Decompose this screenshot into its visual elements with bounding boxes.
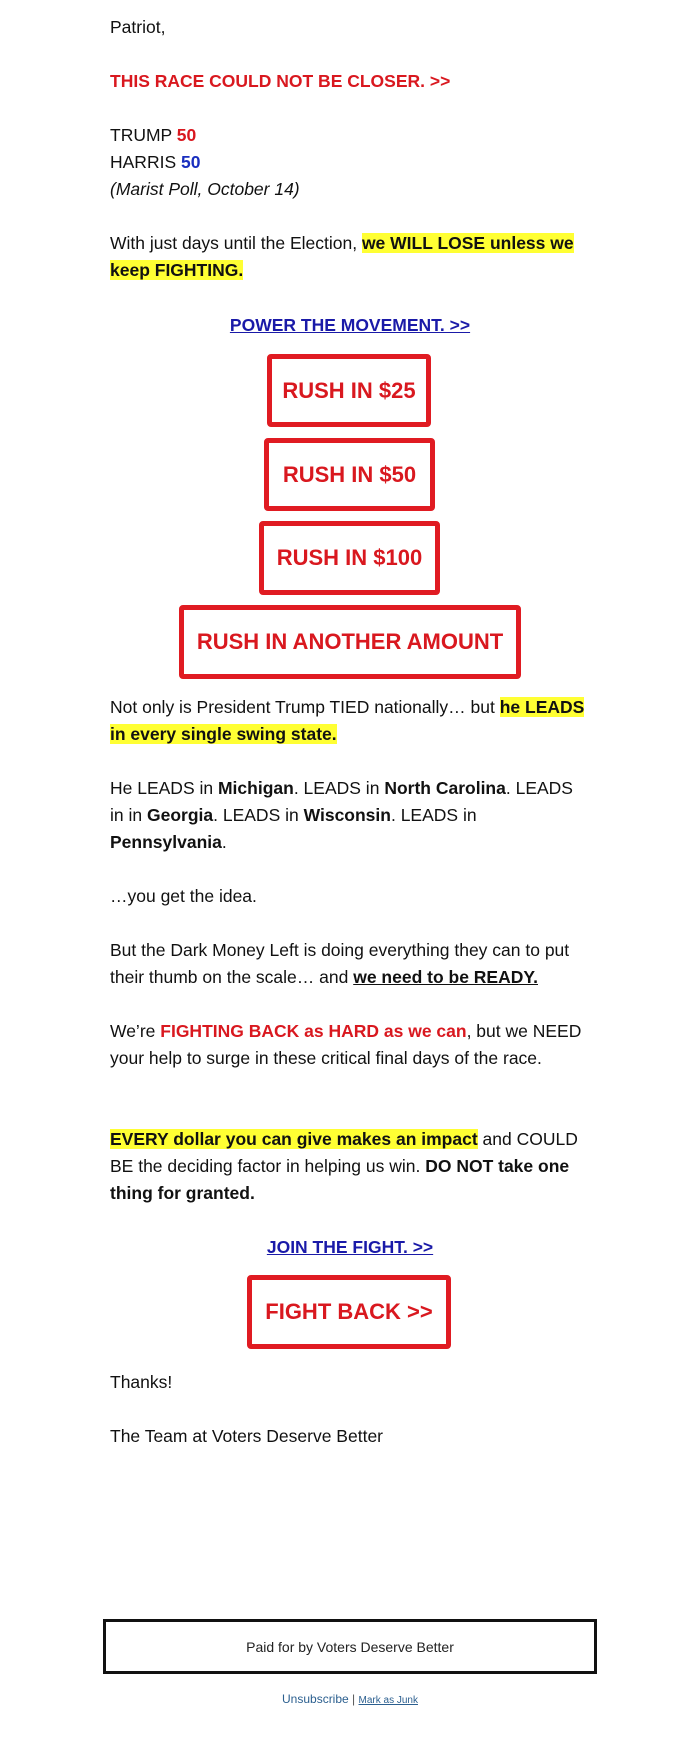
rush-100-button[interactable]: RUSH IN $100 <box>259 521 440 595</box>
harris-label: HARRIS <box>110 152 177 172</box>
footer-separator: | <box>352 1692 356 1706</box>
election-days-text: With just days until the Election, <box>110 233 358 253</box>
rush-25-button[interactable]: RUSH IN $25 <box>267 354 431 427</box>
leads-text-5: . LEADS in <box>390 805 477 825</box>
paragraph-election-days <box>110 230 590 284</box>
trump-label: TRUMP <box>110 125 172 145</box>
signature: The Team at Voters Deserve Better <box>110 1426 384 1446</box>
tied-text: Not only is President Trump TIED nationally… but <box>110 697 495 717</box>
headline-link[interactable] <box>110 68 450 95</box>
paragraph-swing-states: He LEADS in Michigan. LEADS in North Carolina. LEADS in in Georgia. LEADS in Wisconsin. LEADS in Pennsylvania. <box>110 778 573 852</box>
leads-text-4: . LEADS in <box>213 805 299 825</box>
dark-money-underline: we need to be READY. <box>353 967 538 987</box>
every-dollar-highlight: EVERY dollar you can give makes an impact <box>110 1129 478 1149</box>
rush-50-button[interactable]: RUSH IN $50 <box>264 438 435 511</box>
paragraph-tied <box>110 694 590 748</box>
election-days-highlight: we WILL LOSE unless we keep FIGHTING. <box>110 233 574 280</box>
poll-block <box>110 122 300 203</box>
state-georgia: Georgia <box>146 805 214 825</box>
fight-start: We’re <box>110 1021 156 1041</box>
paid-for-text: Paid for by Voters Deserve Better <box>246 1638 454 1655</box>
tied-highlight: he LEADS in every single swing state. <box>110 697 585 744</box>
headline-link-text[interactable]: THIS RACE COULD NOT BE CLOSER. >> <box>110 71 451 91</box>
state-michigan: Michigan <box>217 778 294 798</box>
paragraph-idea: …you get the idea. <box>110 886 257 906</box>
leads-text-3: . LEADS in <box>110 778 573 825</box>
greeting: Patriot, <box>110 17 166 37</box>
leads-text-2: . LEADS in <box>293 778 380 798</box>
paragraph-dark-money <box>110 937 590 991</box>
thanks: Thanks! <box>110 1372 173 1392</box>
power-movement-link[interactable]: POWER THE MOVEMENT. >> <box>229 315 471 335</box>
trump-value: 50 <box>176 125 197 145</box>
rush-another-amount-button[interactable]: RUSH IN ANOTHER AMOUNT <box>179 605 521 679</box>
join-fight-link[interactable]: JOIN THE FIGHT. >> <box>266 1237 434 1257</box>
mark-as-junk-link[interactable]: Mark as Junk <box>358 1695 418 1706</box>
every-dollar-text: and COULD BE the deciding factor in helping us win. <box>110 1129 578 1176</box>
state-pennsylvania: Pennsylvania <box>110 832 222 852</box>
leads-text-1: He LEADS in <box>110 778 214 798</box>
fight-end: , but we NEED your help to surge in these critical final days of the race. <box>110 1021 582 1068</box>
fight-back-button[interactable]: FIGHT BACK >> <box>247 1275 451 1349</box>
paragraph-every-dollar <box>110 1126 590 1207</box>
unsubscribe-link[interactable]: Unsubscribe <box>282 1692 349 1706</box>
paragraph-fighting-back <box>110 1018 590 1072</box>
dark-money-text: But the Dark Money Left is doing everything they can to put their thumb on the scale… and <box>110 940 570 987</box>
fight-red: FIGHTING BACK as HARD as we can <box>160 1021 467 1041</box>
poll-source: (Marist Poll, October 14) <box>110 179 300 199</box>
footer-links <box>0 1692 700 1706</box>
paid-for-box <box>103 1619 597 1674</box>
leads-end: . <box>221 832 227 852</box>
harris-value: 50 <box>181 152 201 172</box>
state-north-carolina: North Carolina <box>384 778 506 798</box>
state-wisconsin: Wisconsin <box>303 805 391 825</box>
every-dollar-bold: DO NOT take one thing for granted. <box>110 1156 570 1203</box>
